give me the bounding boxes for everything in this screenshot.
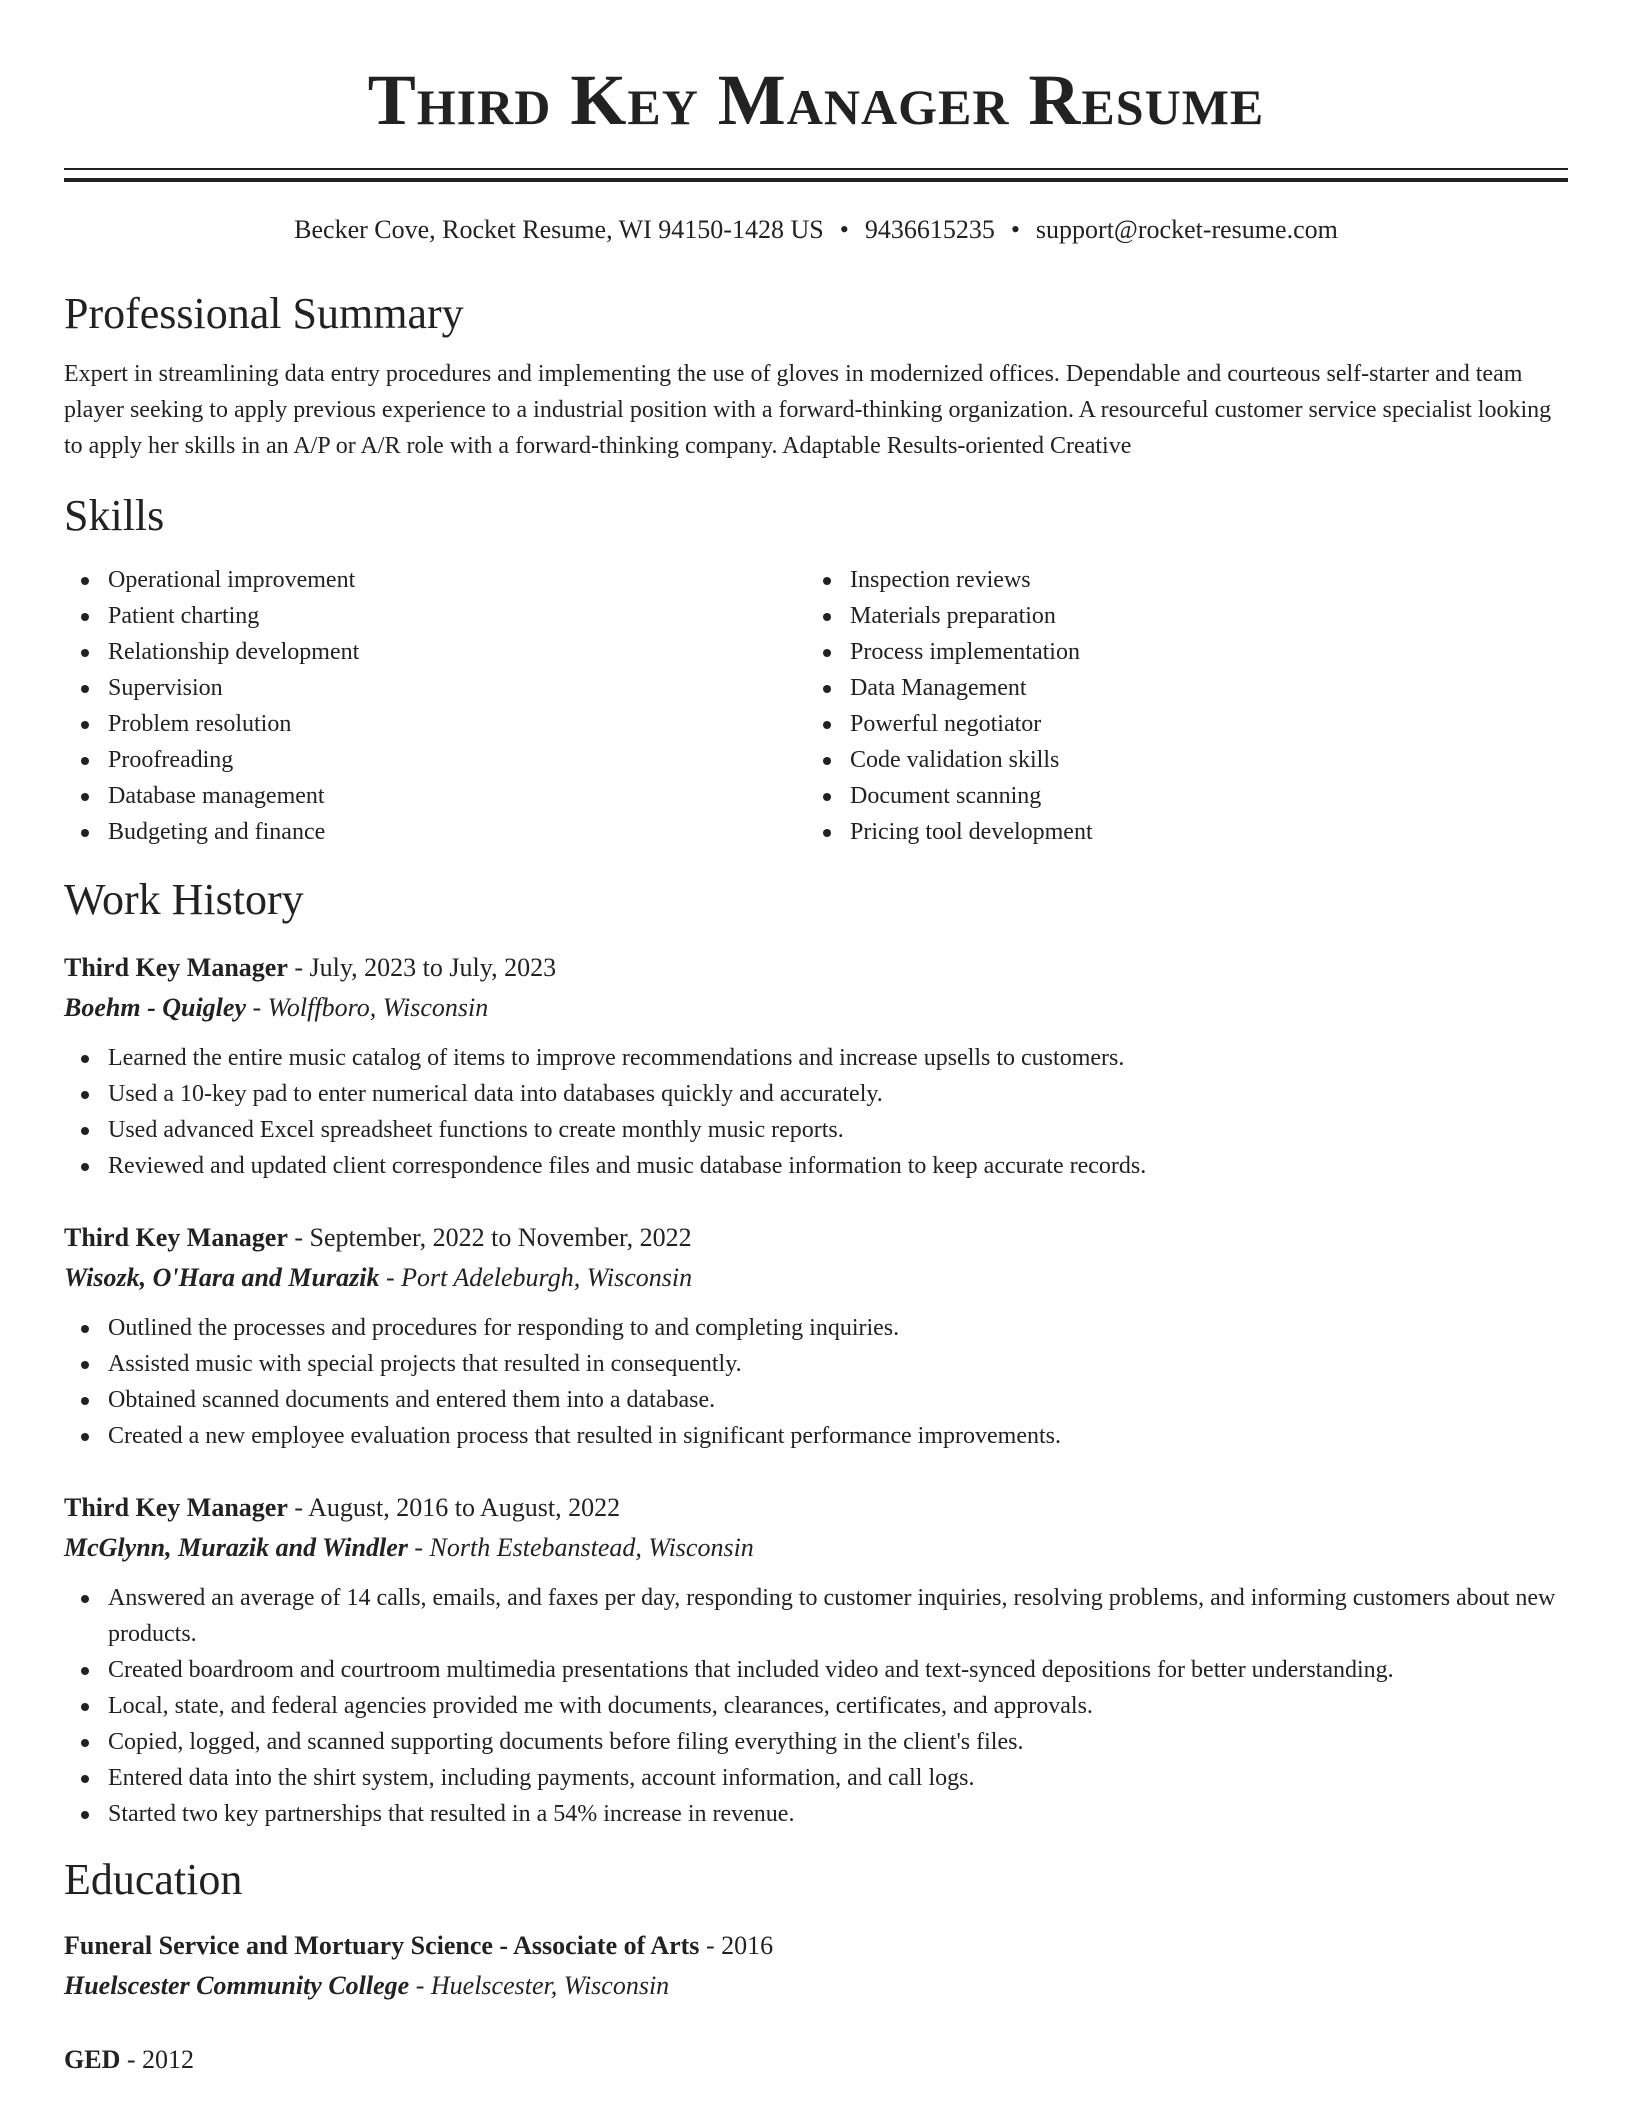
resume-title: Third Key Manager Resume (367, 60, 1265, 140)
title-divider (64, 168, 1568, 182)
job-dates: - August, 2016 to August, 2022 (287, 1493, 621, 1522)
skill-item: Data Management (806, 670, 1548, 706)
job-duty: Obtained scanned documents and entered them into a database. (64, 1382, 1568, 1418)
degree-line (64, 1926, 1568, 1966)
job-dates: - September, 2022 to November, 2022 (287, 1223, 692, 1252)
school-location: - Huelscester, Wisconsin (409, 1971, 670, 2000)
employer-name: Boehm - Quigley (64, 993, 246, 1022)
job-duty: Used a 10-key pad to enter numerical data into databases quickly and accurately. (64, 1076, 1568, 1112)
contact-phone: 9436615235 (864, 215, 995, 244)
job-entry (64, 948, 1568, 1184)
skills-heading: Skills (64, 491, 165, 540)
education-entry (64, 2040, 1568, 2080)
job-entry (64, 1218, 1568, 1454)
employer-line (64, 988, 1568, 1028)
job-title-line (64, 948, 1568, 988)
skill-item: Process implementation (806, 634, 1548, 670)
job-duties (64, 1040, 1568, 1184)
job-duties (64, 1310, 1568, 1454)
school-line (64, 1966, 1568, 2006)
contact-line (64, 214, 1568, 246)
job-duty: Created a new employee evaluation process that resulted in significant performance improvements. (64, 1418, 1568, 1454)
job-duty: Copied, logged, and scanned supporting documents before filing everything in the client's files. (64, 1724, 1568, 1760)
job-title-line (64, 1488, 1568, 1528)
job-duty: Reviewed and updated client correspondence files and music database information to keep accurate records. (64, 1148, 1568, 1184)
work-history-heading: Work History (64, 875, 304, 924)
job-duty: Assisted music with special projects that resulted in consequently. (64, 1346, 1568, 1382)
employer-location: - North Estebanstead, Wisconsin (407, 1533, 754, 1562)
contact-address: Becker Cove, Rocket Resume, WI 94150-1428 US (294, 215, 824, 244)
summary-heading: Professional Summary (64, 289, 464, 338)
skill-item: Pricing tool development (806, 814, 1548, 850)
skill-item: Powerful negotiator (806, 706, 1548, 742)
job-duty: Answered an average of 14 calls, emails, and faxes per day, responding to customer inquiries, resolving problems, and informing customers about new products. (64, 1580, 1568, 1652)
degree-year: - 2016 (699, 1931, 774, 1960)
summary-text: Expert in streamlining data entry procedures and implementing the use of gloves in modernized offices. Dependable and courteous self-starter and team player seeking to apply previous experience to a industrial position with a forward-thinking organization. A resourceful customer service specialist looking to apply her skills in an A/P or A/R role with a forward-thinking company. Adaptable Results-oriented Creative (64, 361, 1552, 459)
skill-item: Patient charting (64, 598, 806, 634)
skills-column-right (806, 562, 1548, 850)
skill-item: Supervision (64, 670, 806, 706)
job-duty: Started two key partnerships that resulted in a 54% increase in revenue. (64, 1796, 1568, 1832)
job-duty: Outlined the processes and procedures for responding to and completing inquiries. (64, 1310, 1568, 1346)
skills-list (64, 562, 1568, 850)
job-duties (64, 1580, 1568, 1832)
education-entry (64, 1926, 1568, 2006)
contact-separator: • (839, 215, 849, 244)
job-entry (64, 1488, 1568, 1832)
employer-name: Wisozk, O'Hara and Murazik (64, 1263, 380, 1292)
job-duty: Learned the entire music catalog of items to improve recommendations and increase upsells to customers. (64, 1040, 1568, 1076)
skill-item: Materials preparation (806, 598, 1548, 634)
skill-item: Database management (64, 778, 806, 814)
degree-name: GED (64, 2045, 121, 2074)
job-title-line (64, 1218, 1568, 1258)
job-duty: Used advanced Excel spreadsheet functions to create monthly music reports. (64, 1112, 1568, 1148)
contact-email: support@rocket-resume.com (1035, 215, 1338, 244)
skill-item: Proofreading (64, 742, 806, 778)
degree-line (64, 2040, 1568, 2080)
employer-name: McGlynn, Murazik and Windler (64, 1533, 408, 1562)
skill-item: Relationship development (64, 634, 806, 670)
skills-column-left (64, 562, 806, 850)
skill-item: Document scanning (806, 778, 1548, 814)
contact-separator: • (1010, 215, 1020, 244)
school-name: Huelscester Community College (64, 1971, 410, 2000)
employer-location: - Port Adeleburgh, Wisconsin (379, 1263, 693, 1292)
skill-item: Operational improvement (64, 562, 806, 598)
job-title: Third Key Manager (64, 1223, 288, 1252)
education-heading: Education (64, 1855, 243, 1904)
job-title: Third Key Manager (64, 953, 288, 982)
job-duty: Local, state, and federal agencies provided me with documents, clearances, certificates, and approvals. (64, 1688, 1568, 1724)
employer-line (64, 1258, 1568, 1298)
skill-item: Code validation skills (806, 742, 1548, 778)
degree-name: Funeral Service and Mortuary Science - Associate of Arts (64, 1931, 700, 1960)
degree-year: - 2012 (120, 2045, 195, 2074)
job-dates: - July, 2023 to July, 2023 (287, 953, 557, 982)
job-duty: Entered data into the shirt system, including payments, account information, and call logs. (64, 1760, 1568, 1796)
job-duty: Created boardroom and courtroom multimedia presentations that included video and text-synced depositions for better understanding. (64, 1652, 1568, 1688)
skill-item: Budgeting and finance (64, 814, 806, 850)
employer-line (64, 1528, 1568, 1568)
employer-location: - Wolffboro, Wisconsin (246, 993, 489, 1022)
job-title: Third Key Manager (64, 1493, 288, 1522)
skill-item: Inspection reviews (806, 562, 1548, 598)
skill-item: Problem resolution (64, 706, 806, 742)
